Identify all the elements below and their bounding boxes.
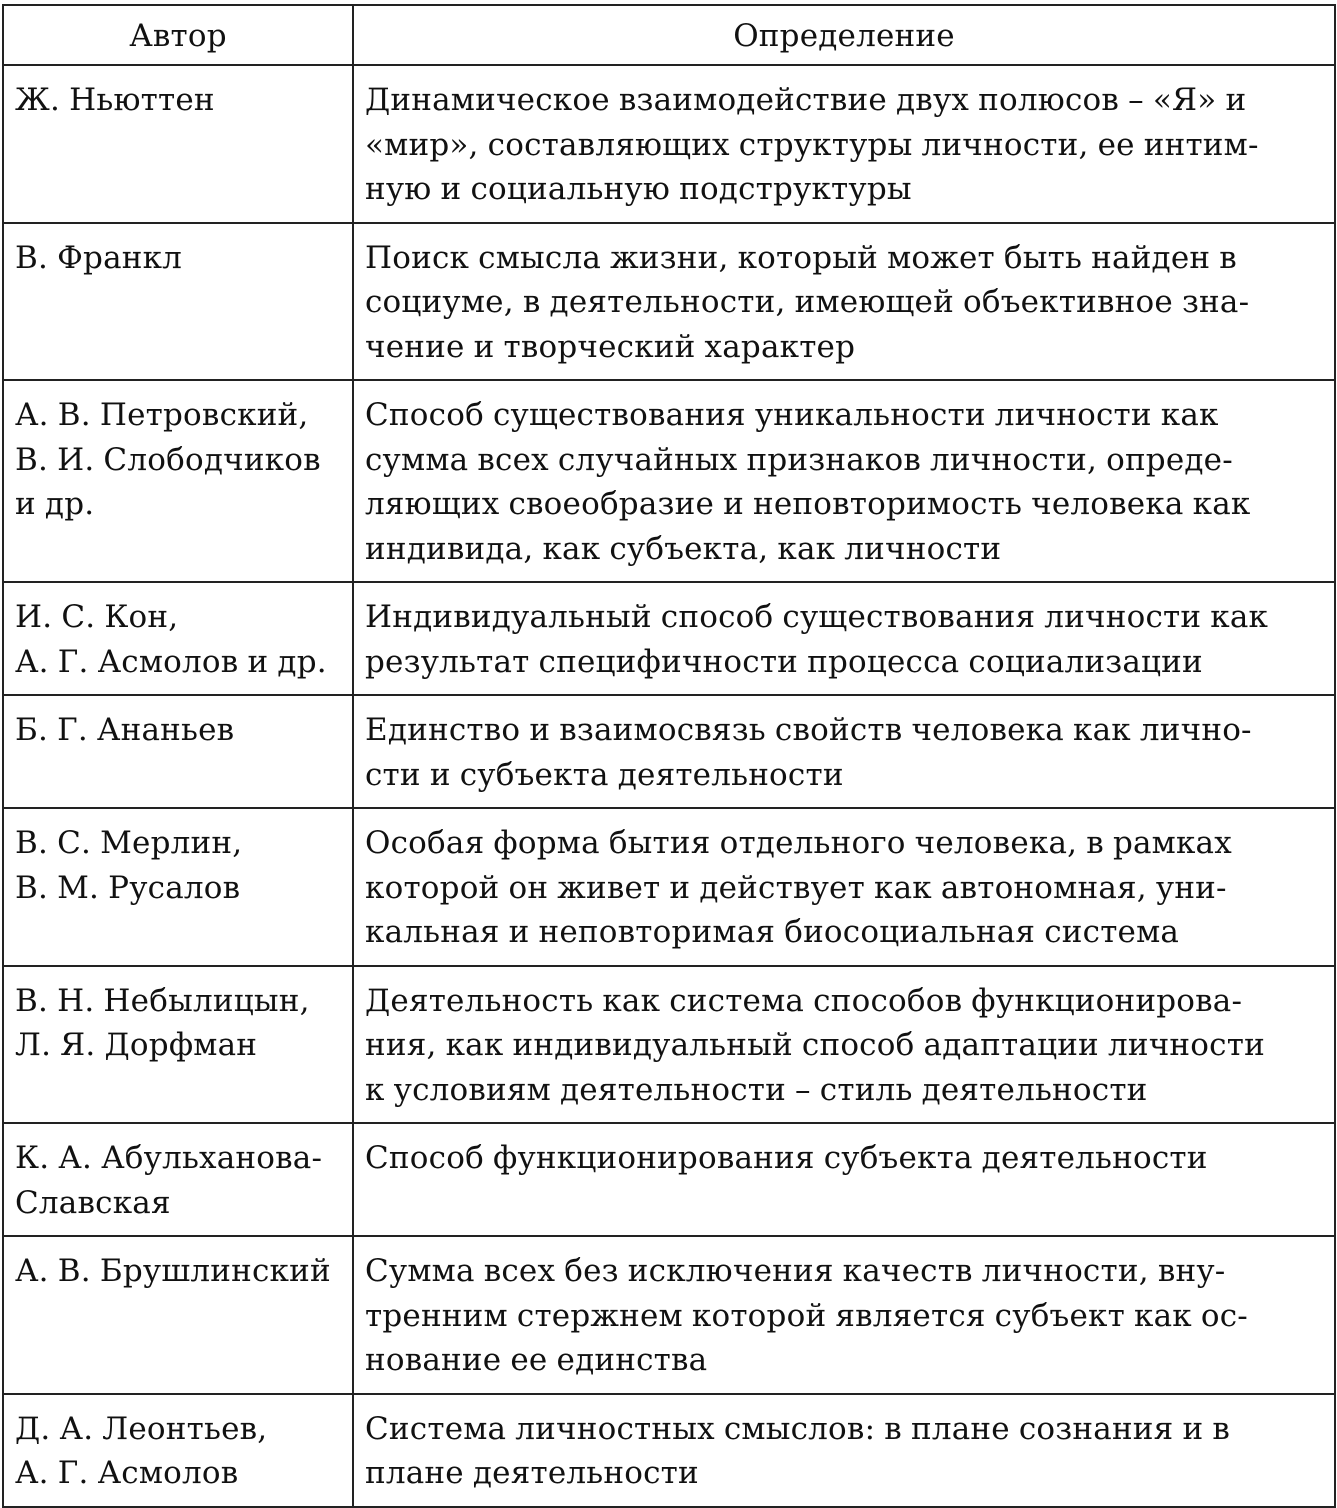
definition-line: индивида, как субъекта, как личности: [365, 530, 1002, 567]
definition-line: Особая форма бытия отдельного человека, в рамках: [365, 825, 1232, 861]
definition-line: Динамическое взаимодействие двух полюсов – «Я» и: [365, 82, 1247, 118]
definition-cell: [353, 695, 1335, 808]
author-line: А. Г. Асмолов и др.: [15, 643, 327, 680]
definition-line: нование ее единства: [365, 1342, 708, 1378]
author-line: А. Г. Асмолов: [15, 1455, 239, 1491]
definition-line: ния, как индивидуальный способ адаптации личности: [365, 1027, 1265, 1063]
definitions-table: [2, 4, 1336, 1508]
definition-cell: [353, 65, 1335, 223]
table-row: [3, 808, 1335, 966]
definition-line: ную и социальную подструктуры: [365, 171, 912, 207]
definition-cell: [353, 582, 1335, 695]
author-cell: [3, 1394, 353, 1507]
definition-line: Поиск смысла жизни, который может быть найден в: [365, 239, 1237, 276]
author-line: Б. Г. Ананьев: [15, 712, 235, 748]
definition-cell: [353, 808, 1335, 966]
table-row: [3, 380, 1335, 582]
author-cell: [3, 695, 353, 808]
definition-line: Сумма всех без исключения качеств личности, вну-: [365, 1253, 1226, 1289]
definition-line: к условиям деятельности – стиль деятельности: [365, 1071, 1148, 1108]
author-line: В. И. Слободчиков: [15, 441, 321, 478]
definition-line: сумма всех случайных признаков личности, опреде-: [365, 441, 1233, 478]
author-line: В. Н. Небылицын,: [15, 982, 310, 1019]
definition-cell: [353, 380, 1335, 582]
table-row: [3, 223, 1335, 381]
author-line: Л. Я. Дорфман: [15, 1027, 258, 1063]
table-body: [3, 65, 1335, 1507]
author-line: Д. А. Леонтьев,: [15, 1410, 268, 1447]
definition-cell: [353, 966, 1335, 1124]
definition-line: плане деятельности: [365, 1455, 699, 1491]
author-line: А. В. Петровский,: [15, 397, 309, 433]
definition-line: кальная и неповторимая биосоциальная система: [365, 914, 1180, 950]
definition-line: чение и творческий характер: [365, 328, 856, 365]
definition-cell: [353, 1123, 1335, 1236]
author-cell: [3, 1123, 353, 1236]
author-line: Ж. Ньюттен: [15, 82, 215, 118]
author-line: И. С. Кон,: [15, 599, 179, 635]
definition-cell: [353, 1236, 1335, 1394]
definition-line: тренним стержнем которой является субъект как ос-: [365, 1297, 1248, 1334]
table-row: [3, 582, 1335, 695]
table-row: [3, 65, 1335, 223]
definition-line: «мир», составляющих структуры личности, ее интим-: [365, 126, 1259, 163]
definition-line: Способ функционирования субъекта деятельности: [365, 1140, 1208, 1176]
definition-cell: [353, 1394, 1335, 1507]
table-row: [3, 695, 1335, 808]
table-row: [3, 966, 1335, 1124]
author-line: А. В. Брушлинский: [15, 1253, 331, 1289]
table-row: [3, 1123, 1335, 1236]
definition-line: ляющих своеобразие и неповторимость человека как: [365, 486, 1251, 522]
author-line: К. А. Абульханова-: [15, 1140, 323, 1176]
author-cell: [3, 966, 353, 1124]
definition-line: которой он живет и действует как автономная, уни-: [365, 869, 1227, 906]
definition-line: Система личностных смыслов: в плане сознания и в: [365, 1410, 1231, 1447]
author-line: В. Франкл: [15, 239, 183, 276]
author-cell: [3, 380, 353, 582]
author-line: В. С. Мерлин,: [15, 825, 243, 861]
author-cell: [3, 808, 353, 966]
table-row: [3, 1236, 1335, 1394]
author-cell: [3, 582, 353, 695]
author-cell: [3, 223, 353, 381]
definition-line: Способ существования уникальности личности как: [365, 397, 1219, 433]
definition-line: Индивидуальный способ существования личности как: [365, 599, 1269, 635]
definition-line: сти и субъекта деятельности: [365, 756, 844, 793]
column-header-definition: Определение: [353, 5, 1335, 65]
definition-line: социуме, в деятельности, имеющей объективное зна-: [365, 284, 1250, 320]
definition-line: результат специфичности процесса социализации: [365, 643, 1203, 680]
definition-line: Деятельность как система способов функционирова-: [365, 982, 1243, 1019]
author-line: и др.: [15, 486, 95, 522]
table-header-row: [3, 5, 1335, 65]
column-header-author: Автор: [3, 5, 353, 65]
author-cell: [3, 65, 353, 223]
definition-cell: [353, 223, 1335, 381]
author-line: Славская: [15, 1184, 171, 1221]
table-row: [3, 1394, 1335, 1507]
definition-line: Единство и взаимосвязь свойств человека как лично-: [365, 712, 1252, 748]
author-cell: [3, 1236, 353, 1394]
author-line: В. М. Русалов: [15, 869, 241, 906]
